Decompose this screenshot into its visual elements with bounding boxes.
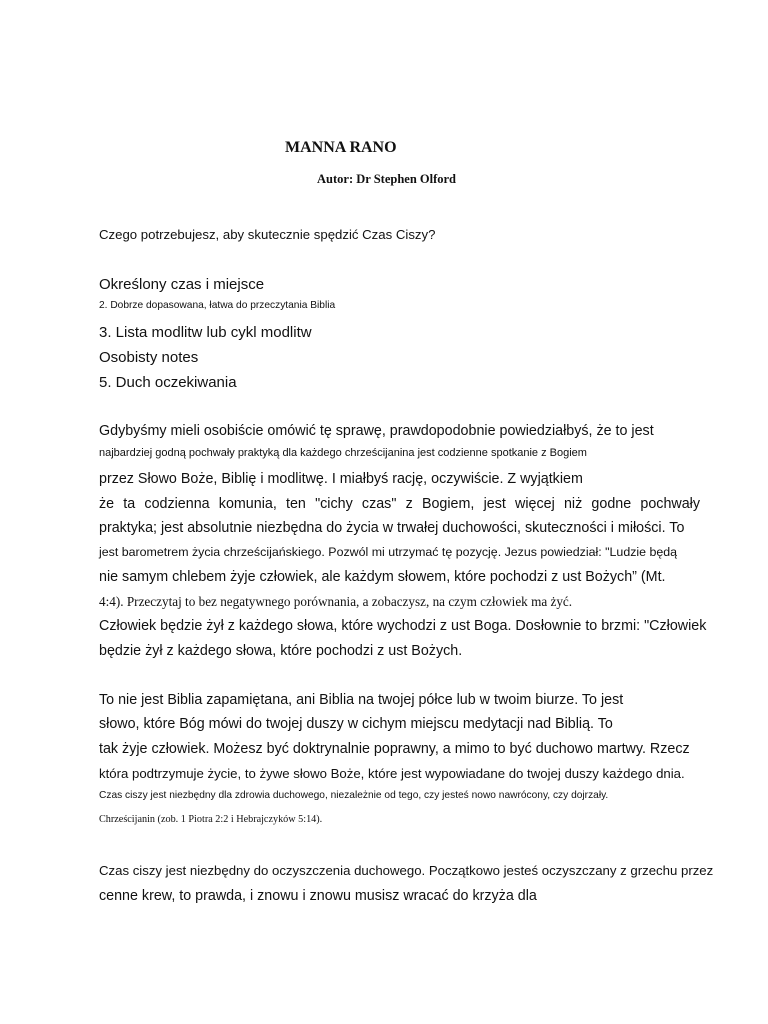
paragraph-line: Chrześcijanin (zob. 1 Piotra 2:2 i Hebrajczyków 5:14). — [99, 814, 323, 825]
paragraph-line: że ta codzienna komunia, ten "cichy czas" z Bogiem, jest więcej niż godne pochwały — [99, 496, 700, 512]
paragraph-line: Człowiek będzie żył z każdego słowa, które wychodzi z ust Boga. Dosłownie to brzmi: "Człowiek — [99, 618, 707, 634]
paragraph-line: cenne krew, to prawda, i znowu i znowu musisz wracać do krzyża dla — [99, 888, 537, 904]
document-author: Autor: Dr Stephen Olford — [317, 172, 457, 186]
paragraph-line: nie samym chlebem żyje człowiek, ale każdym słowem, które pochodzi z ust Bożych” (Mt. — [99, 569, 666, 585]
list-item: Osobisty notes — [99, 349, 199, 366]
document-title: MANNA RANO — [285, 139, 397, 156]
paragraph-line: To nie jest Biblia zapamiętana, ani Biblia na twojej półce lub w twoim biurze. To jest — [99, 692, 624, 708]
question-line: Czego potrzebujesz, aby skutecznie spędzić Czas Ciszy? — [99, 227, 436, 242]
list-item: 2. Dobrze dopasowana, łatwa do przeczytania Biblia — [99, 300, 336, 311]
list-item: 3. Lista modlitw lub cykl modlitw — [99, 324, 312, 341]
paragraph-line: Czas ciszy jest niezbędny do oczyszczenia duchowego. Początkowo jesteś oczyszczany z grzechu przez — [99, 863, 714, 878]
paragraph-line: będzie żył z każdego słowa, które pochodzi z ust Bożych. — [99, 643, 463, 659]
paragraph-line: jest barometrem życia chrześcijańskiego. Pozwól mi utrzymać tę pozycję. Jezus powiedział: "Ludzie będą — [99, 545, 678, 559]
paragraph-line: słowo, które Bóg mówi do twojej duszy w cichym miejscu medytacji nad Biblią. To — [99, 716, 613, 732]
paragraph-line: która podtrzymuje życie, to żywe słowo Boże, które jest wypowiadane do twojej duszy każdego dnia. — [99, 766, 685, 781]
paragraph-line: tak żyje człowiek. Możesz być doktrynalnie poprawny, a mimo to być duchowo martwy. Rzecz — [99, 741, 690, 757]
paragraph-line: praktyka; jest absolutnie niezbędna do życia w trwałej duchowości, skuteczności i miłości. To — [99, 520, 685, 536]
paragraph-line: 4:4). Przeczytaj to bez negatywnego porównania, a zobaczysz, na czym człowiek ma żyć. — [99, 594, 573, 609]
paragraph-line: przez Słowo Boże, Biblię i modlitwę. I miałbyś rację, oczywiście. Z wyjątkiem — [99, 471, 583, 487]
paragraph-line: najbardziej godną pochwały praktyką dla każdego chrześcijanina jest codzienne spotkanie z Bogiem — [99, 447, 587, 459]
paragraph-line: Gdybyśmy mieli osobiście omówić tę sprawę, prawdopodobnie powiedziałbyś, że to jest — [99, 423, 654, 439]
list-item: 5. Duch oczekiwania — [99, 374, 237, 391]
paragraph-line: Czas ciszy jest niezbędny dla zdrowia duchowego, niezależnie od tego, czy jesteś nowo nawrócony, czy dojrzały. — [99, 790, 609, 801]
list-item: Określony czas i miejsce — [99, 276, 265, 293]
